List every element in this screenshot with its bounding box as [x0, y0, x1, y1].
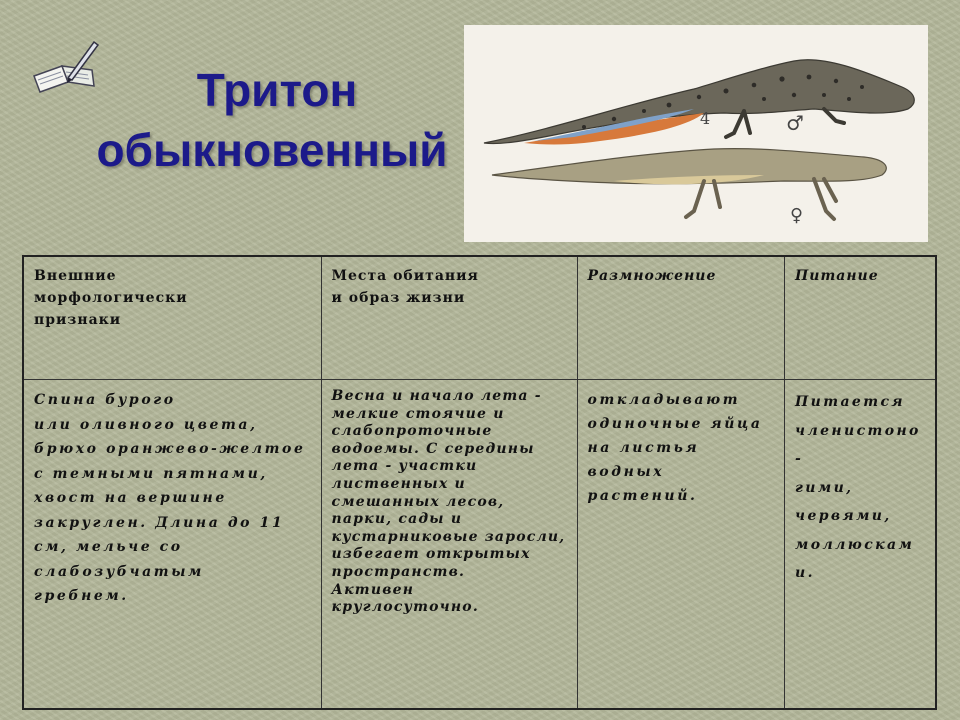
- header-morphology: Внешние морфологически признаки: [23, 256, 321, 380]
- newt-info-table: [22, 255, 937, 710]
- figure-number-label: 4: [700, 109, 711, 128]
- male-symbol: ♂: [786, 111, 804, 135]
- cell-reproduction: откладывают одиночные яйца на листья водных растений.: [577, 380, 785, 710]
- female-symbol: ♀: [790, 205, 804, 226]
- cell-habitat: Весна и начало лета - мелкие стоячие и слабопроточные водоемы. С середины лета - участки лиственных и смешанных лесов, парки, сады и кустарниковые заросли, избегает открытых пространств. Активен круглосуточно.: [321, 380, 577, 710]
- cell-nutrition: Питается членистоно - гими, червями, моллюскам и.: [785, 380, 936, 710]
- header-habitat: Места обитания и образ жизни: [321, 256, 577, 380]
- title-line-2: обыкновенный: [96, 124, 448, 176]
- title-line-1: Тритон: [196, 64, 358, 116]
- table-header-row: [23, 256, 936, 380]
- cell-morphology: Спина бурого или оливного цвета, брюхо оранжево-желтое с темными пятнами, хвост на вершине закруглен. Длина до 11 см, мельче со слабозубчатым гребнем.: [23, 380, 321, 710]
- header-reproduction: Размножение: [577, 256, 785, 380]
- table-row: [23, 380, 936, 710]
- header-nutrition: Питание: [785, 256, 936, 380]
- page-title: [62, 60, 482, 180]
- newt-illustration: [464, 25, 928, 242]
